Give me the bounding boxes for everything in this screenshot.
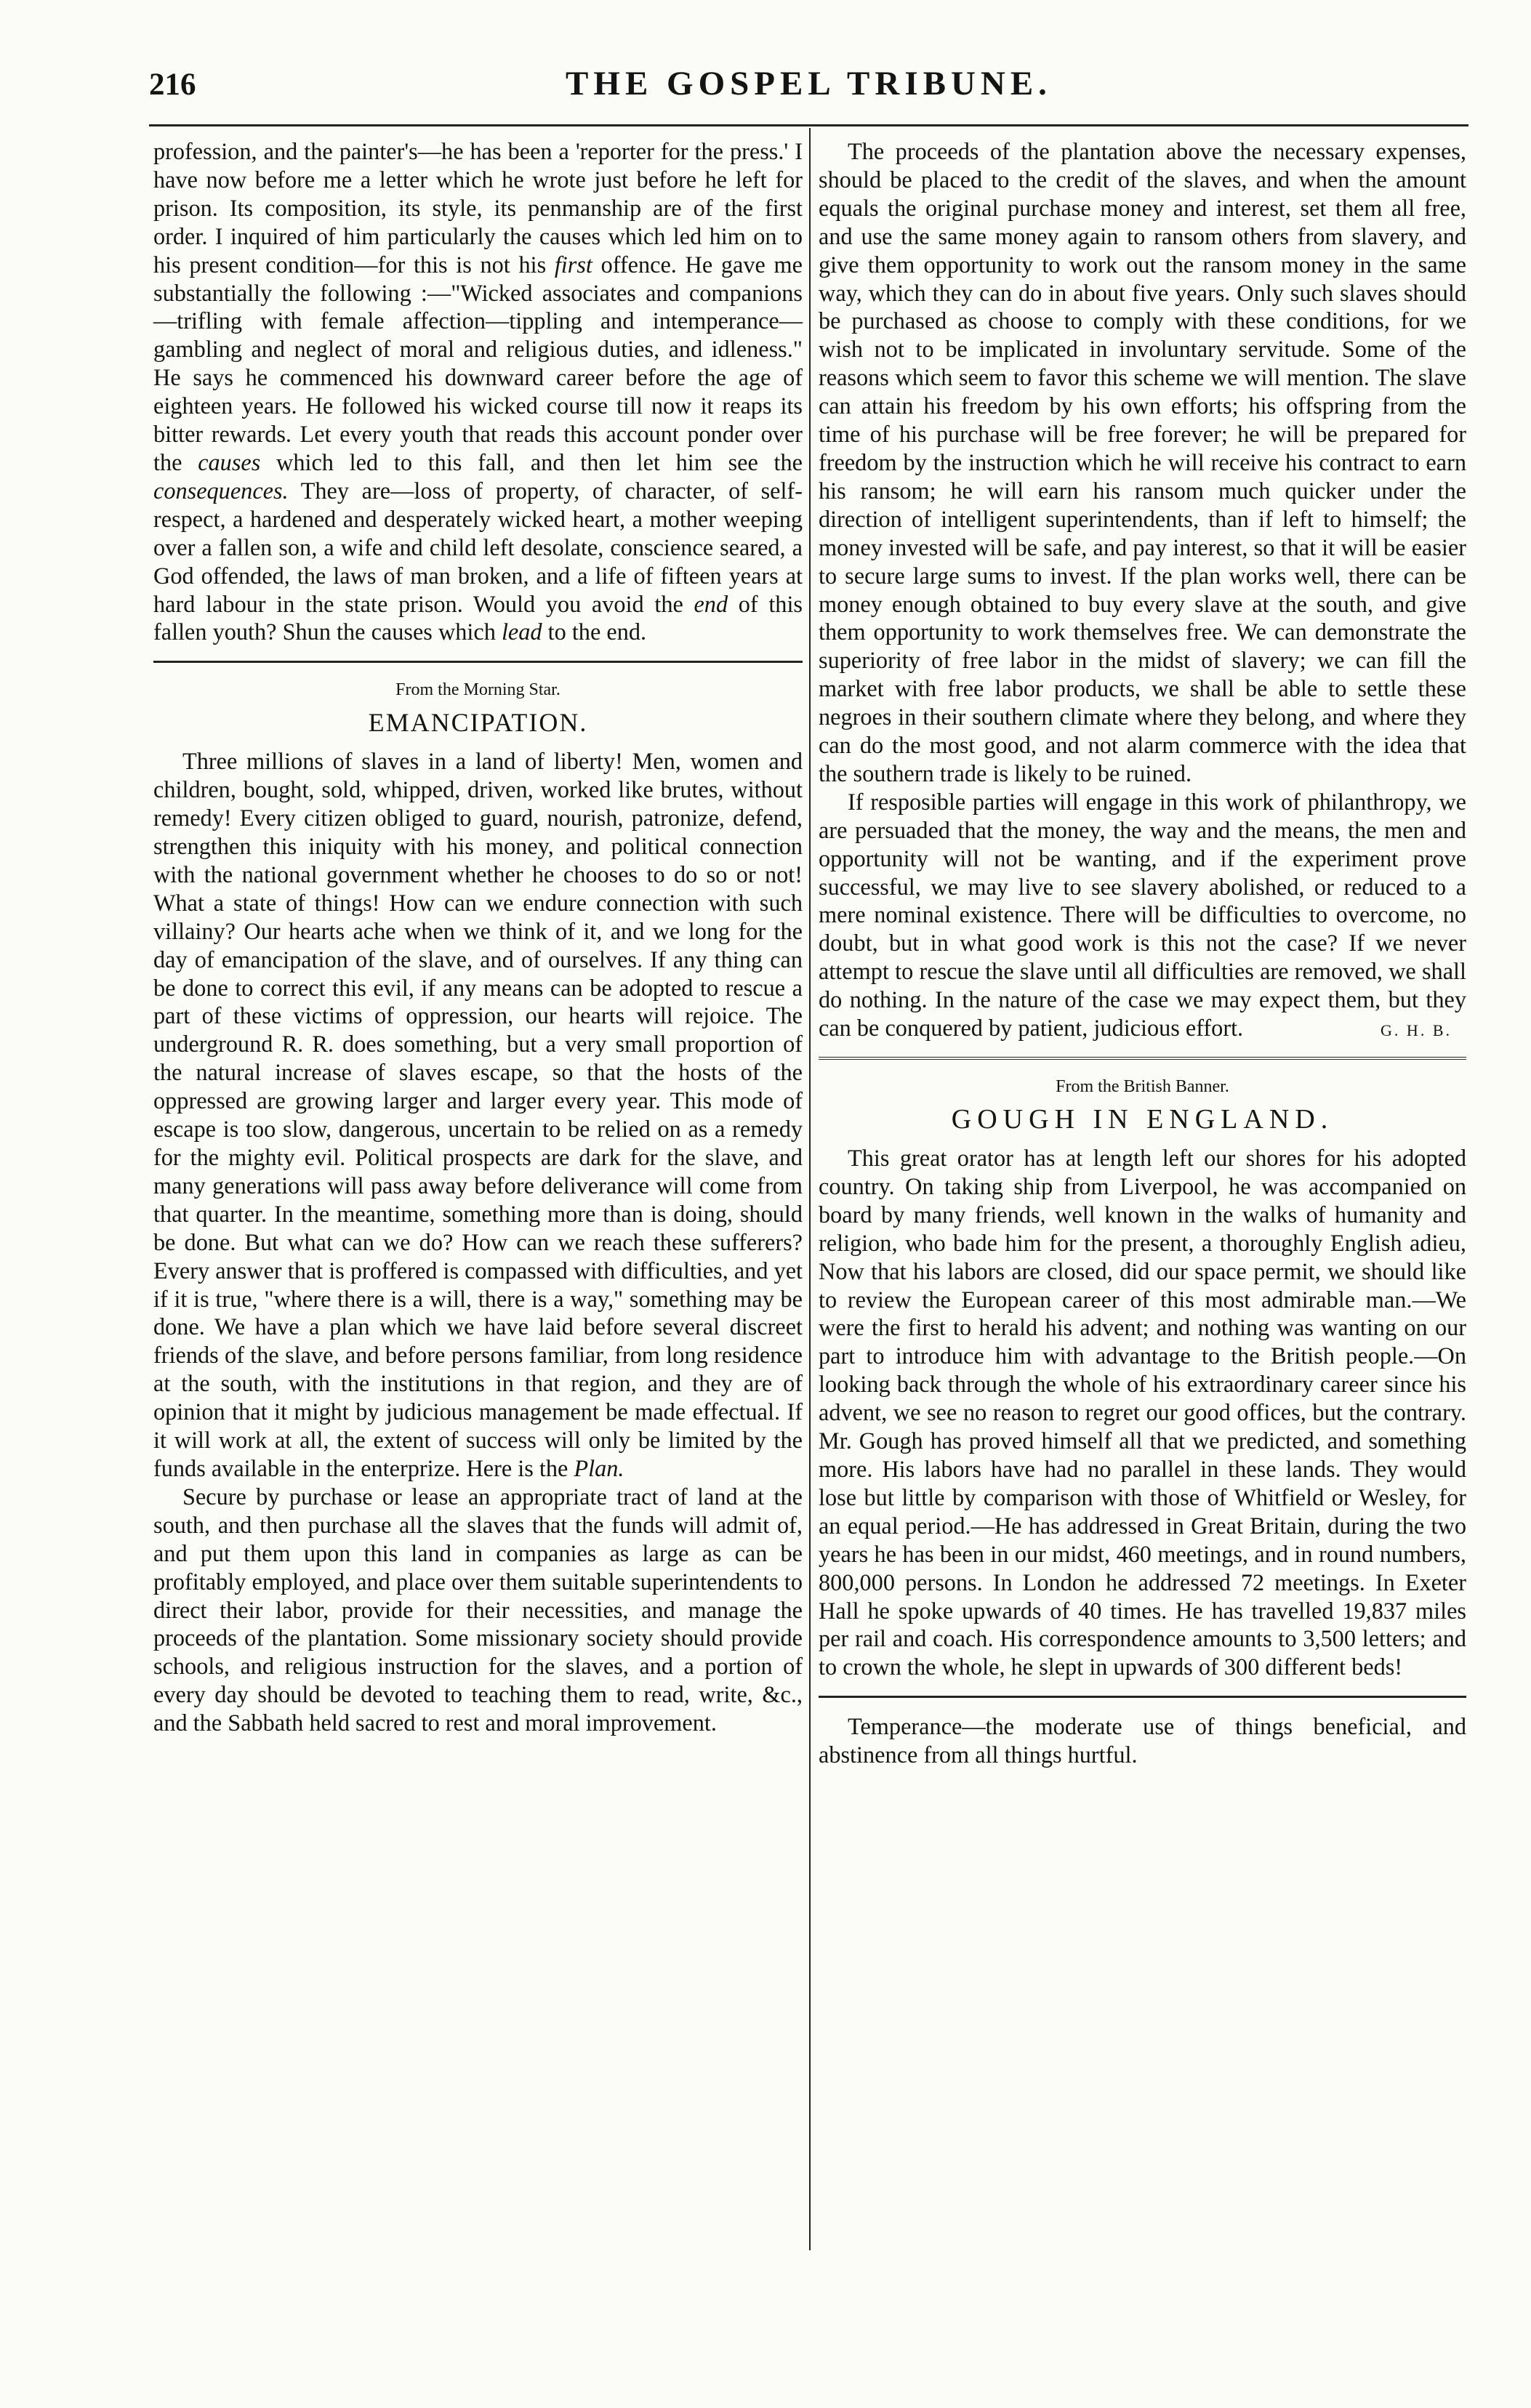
page-header [149,58,1468,113]
emancipation-paragraph-2: Secure by purchase or lease an appropriate tract of land at the south, and then purchase all the slaves that the funds will admit of, and put them upon this land in companies as large as can be profitably employed, and place over them suitable superintendents to direct their labor, provide for their necessities, and manage the proceeds of the plantation. Some missionary society should provide schools, and religious instruction for the slaves, and a portion of every day should be devoted to teaching them to read, write, &c., and the Sabbath held sacred to rest and moral improvement. [153,1483,803,1736]
section-rule [153,661,803,663]
continued-paragraph: profession, and the painter's—he has been a 'reporter for the press.' I have now before me a letter which he wrote just before he left for prison. Its composition, its style, its penmanship are of the first order. I inquired of him particularly the causes which led him on to his present condition—for this is not his first offence. He gave me substantially the following :—"Wicked associates and companions—trifling with female affection—tippling and intemperance—gambling and neglect of moral and religious duties, and idleness." He says he commenced his downward career before the age of eighteen years. He followed his wicked course till now it reaps its bitter rewards. Let every youth that reads this account ponder over the causes which led to this fall, and then let him see the consequences. They are—loss of property, of character, of self-respect, a hardened and desperately wicked heart, a mother weeping over a fallen son, a wife and child left desolate, conscience seared, a God offended, the laws of man broken, and a life of fifteen years at hard labour in the state prison. Would you avoid the end of this fallen youth? Shun the causes which lead to the end. [153,138,803,645]
temperance-maxim: Temperance—the moderate use of things beneficial, and abstinence from all things hurtful. [819,1713,1466,1768]
emancipation-title: EMANCIPATION. [368,708,588,738]
emancipation-paragraph-1: Three millions of slaves in a land of liberty! Men, women and children, bought, sold, whipped, driven, worked like brutes, without remedy! Every citizen obliged to guard, nourish, patronize, defend, strengthen this iniquity with his money, and political connection with the national government whether he chooses to do so or not! What a state of things! How can we endure connection with such villainy? Our hearts ache when we think of it, and we long for the day of emancipation of the slave, and of ourselves. If any thing can be done to correct this evil, if any means can be adopted to rescue a part of these victims of oppression, our hearts will rejoice. The underground R. R. does something, but a very small proportion of the natural increase of slaves escape, so that the hosts of the oppressed are growing larger and larger every year. This mode of escape is too slow, dangerous, uncertain to be relied on as a remedy for the mighty evil. Political prospects are dark for the slave, and many generations will pass away before deliverance will come from that quarter. In the meantime, something more than is doing, should be done. But what can we do? How can we reach these sufferers? Every answer that is proffered is compassed with difficulties, and yet if it is true, "where there is a will, there is a way," something may be done. We have a plan which we have laid before several discreet friends of the slave, and before persons familiar, from long residence at the south, with the institutions in that region, and they are of opinion that it might by judicious management be made effectual. If it will work at all, the extent of success will only be limited by the funds available in the enterprize. Here is the Plan. [153,748,803,1481]
column-divider [809,128,811,2250]
page-number: 216 [149,68,196,102]
left-column [153,137,803,1737]
emphasis-plan: Plan. [574,1454,624,1481]
gough-title: GOUGH IN ENGLAND. [951,1104,1334,1135]
emphasis-lead: lead [501,619,542,645]
emphasis-first: first [554,251,592,278]
emphasis-end: end [694,590,728,617]
emancipation-source: From the Morning Star. [395,680,560,700]
section-rule [819,1696,1466,1698]
right-column [819,137,1466,1769]
plan-paragraph-2: If resposible parties will engage in this work of philanthropy, we are persuaded that the money, the way and the means, the men and opportunity will not be wanting, and if the experiment prove successful, we may live to see slavery abolished, or reduced to a mere nominal existence. There will be difficulties to overcome, no doubt, but in what good work is this not the case? If we never attempt to rescue the slave until all difficulties are removed, we shall do nothing. In the nature of the case we may expect them, but they can be conquered by patient, judicious effort. G. H. B. [819,788,1466,1042]
plan-paragraph-1: The proceeds of the plantation above the necessary expenses, should be placed to the credit of the slaves, and when the amount equals the original purchase money and interest, set them all free, and use the same money again to ransom others from slavery, and give them opportunity to work out the ransom money in the same way, which they can do in about five years. Only such slaves should be purchased as choose to comply with these conditions, for we wish not to be implicated in involuntary servitude. Some of the reasons which seem to favor this scheme we will mention. The slave can attain his freedom by his own efforts; his offspring from the time of his purchase will be free forever; he will be prepared for freedom by the instruction which he will receive his contract to earn his ransom; he will earn his ransom much quicker under the direction of intelligent superintendents, than if left to himself; the money invested will be safe, and pay interest, so that it will be easier to secure large sums to invest. If the plan works well, there can be money enough obtained to buy every slave at the south, and give them opportunity to work themselves free. We can demonstrate the superiority of free labor in the midst of slavery; we can fill the market with free labor products, we shall be able to settle these negroes in their southern climate where they belong, and where they can do the most good, and not alarm commerce with the idea that the southern trade is likely to be ruined. [819,138,1466,786]
gough-paragraph: This great orator has at length left our shores for his adopted country. On taking ship from Liverpool, he was accompanied on board by many friends, well known in the walks of humanity and religion, who bade him for the present, a thoroughly English adieu, Now that his labors are closed, did our space permit, we should like to review the European career of this most admirable man.—We were the first to herald his advent; and nothing was wanting on our part to introduce him with advantage to the British people.—On looking back through the whole of his extraordinary career since his advent, we see no reason to regret our good offices, but the contrary. Mr. Gough has proved himself all that we predicted, and something more. His labors have had no parallel in these lands. They would lose but little by comparison with those of Whitfield or Wesley, for an equal period.—He has addressed in Great Britain, during the two years he has been in our midst, 460 meetings, and in round numbers, 800,000 persons. In London he addressed 72 meetings. In Exeter Hall he spoke upwards of 40 times. He has travelled 19,837 miles per rail and coach. His correspondence amounts to 3,500 letters; and to crown the whole, he slept in upwards of 300 different beds! [819,1145,1466,1680]
gough-source: From the British Banner. [1056,1077,1229,1096]
header-rule [149,124,1468,126]
section-rule [819,1057,1466,1060]
author-signature: G. H. B. [1381,1021,1452,1040]
emphasis-consequences: consequences. [153,477,289,504]
running-title: THE GOSPEL TRIBUNE. [566,65,1052,102]
emphasis-causes: causes [198,448,261,475]
